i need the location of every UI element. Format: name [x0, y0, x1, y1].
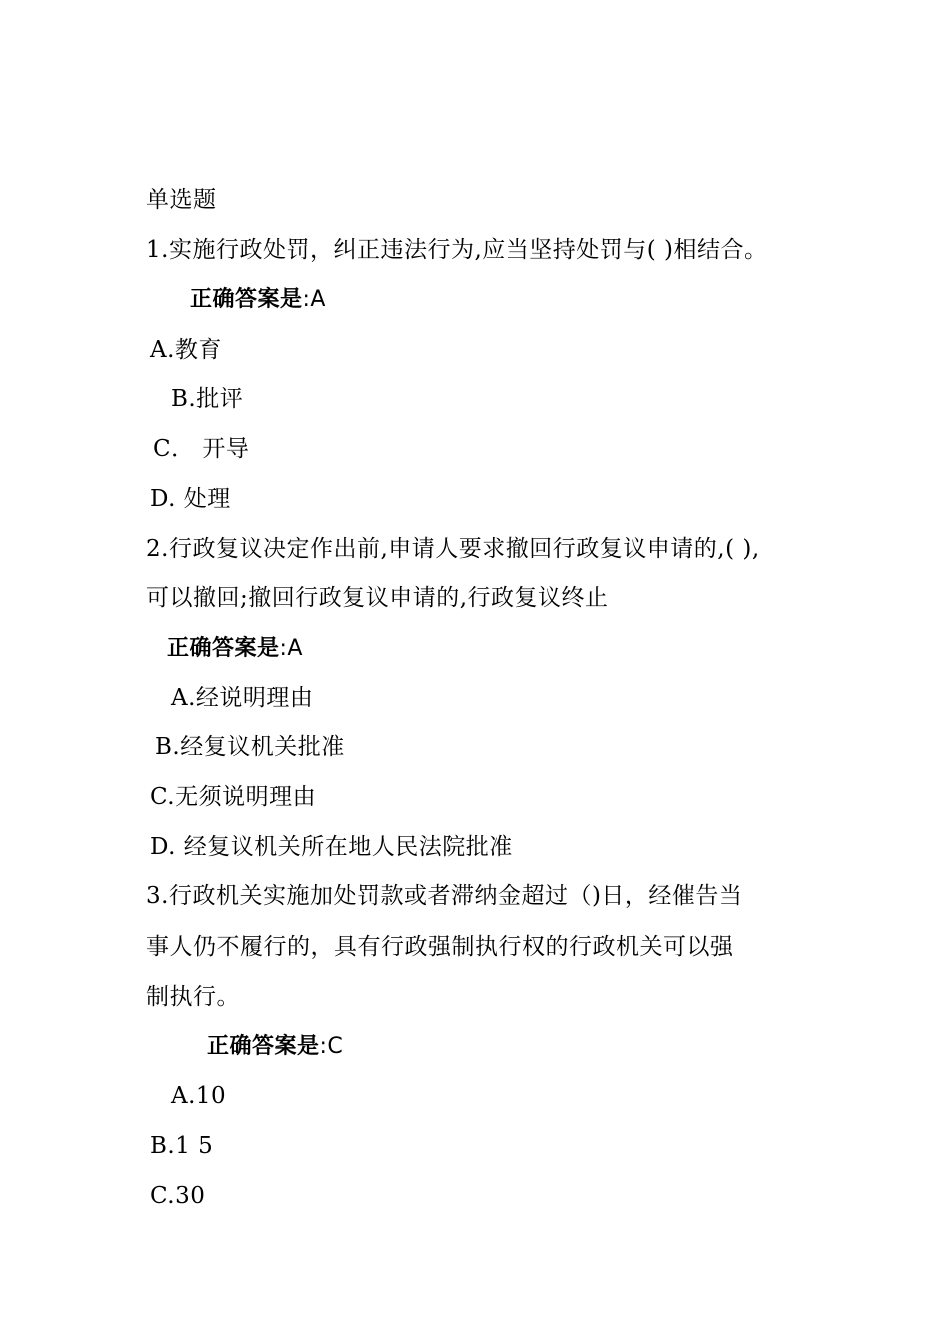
question-3-text-line-2: 事人仍不履行的，具有行政强制执行权的行政机关可以强 [146, 934, 734, 960]
question-1-option-d: D. 处理 [150, 486, 231, 512]
answer-value: :A [279, 636, 303, 661]
answer-label: 正确答案是 [190, 287, 303, 312]
answer-value: :C [319, 1034, 344, 1059]
question-2-text-line-2: 可以撤回;撤回行政复议申请的,行政复议终止 [146, 585, 609, 611]
question-3-option-b: B.1 5 [150, 1133, 214, 1159]
question-3-option-a: A.10 [171, 1083, 227, 1109]
question-2-option-b: B.经复议机关批准 [155, 734, 345, 760]
question-2-option-c: C.无须说明理由 [150, 784, 317, 810]
question-1-text: 1.实施行政处罚，纠正违法行为,应当坚持处罚与( )相结合。 [146, 237, 768, 263]
section-title: 单选题 [146, 187, 217, 213]
question-3-text-line-1: 3.行政机关实施加处罚款或者滞纳金超过（)日，经催告当 [146, 883, 743, 909]
answer-label: 正确答案是 [167, 636, 280, 661]
question-2-answer [167, 634, 303, 664]
question-2-option-d: D. 经复议机关所在地人民法院批准 [150, 834, 513, 860]
question-2-option-a: A.经说明理由 [171, 685, 314, 711]
answer-value: :A [302, 287, 326, 312]
question-1-option-a: A.教育 [150, 337, 222, 363]
question-3-option-c: C.30 [150, 1183, 206, 1209]
question-3-text-line-3: 制执行。 [146, 984, 240, 1010]
question-2-text-line-1: 2.行政复议决定作出前,申请人要求撤回行政复议申请的,( ), [146, 536, 760, 562]
question-1-answer [190, 285, 326, 315]
question-1-option-b: B.批评 [171, 386, 244, 412]
answer-label: 正确答案是 [207, 1034, 320, 1059]
question-3-answer [207, 1032, 343, 1062]
question-1-option-c: C． 开导 [153, 436, 250, 462]
